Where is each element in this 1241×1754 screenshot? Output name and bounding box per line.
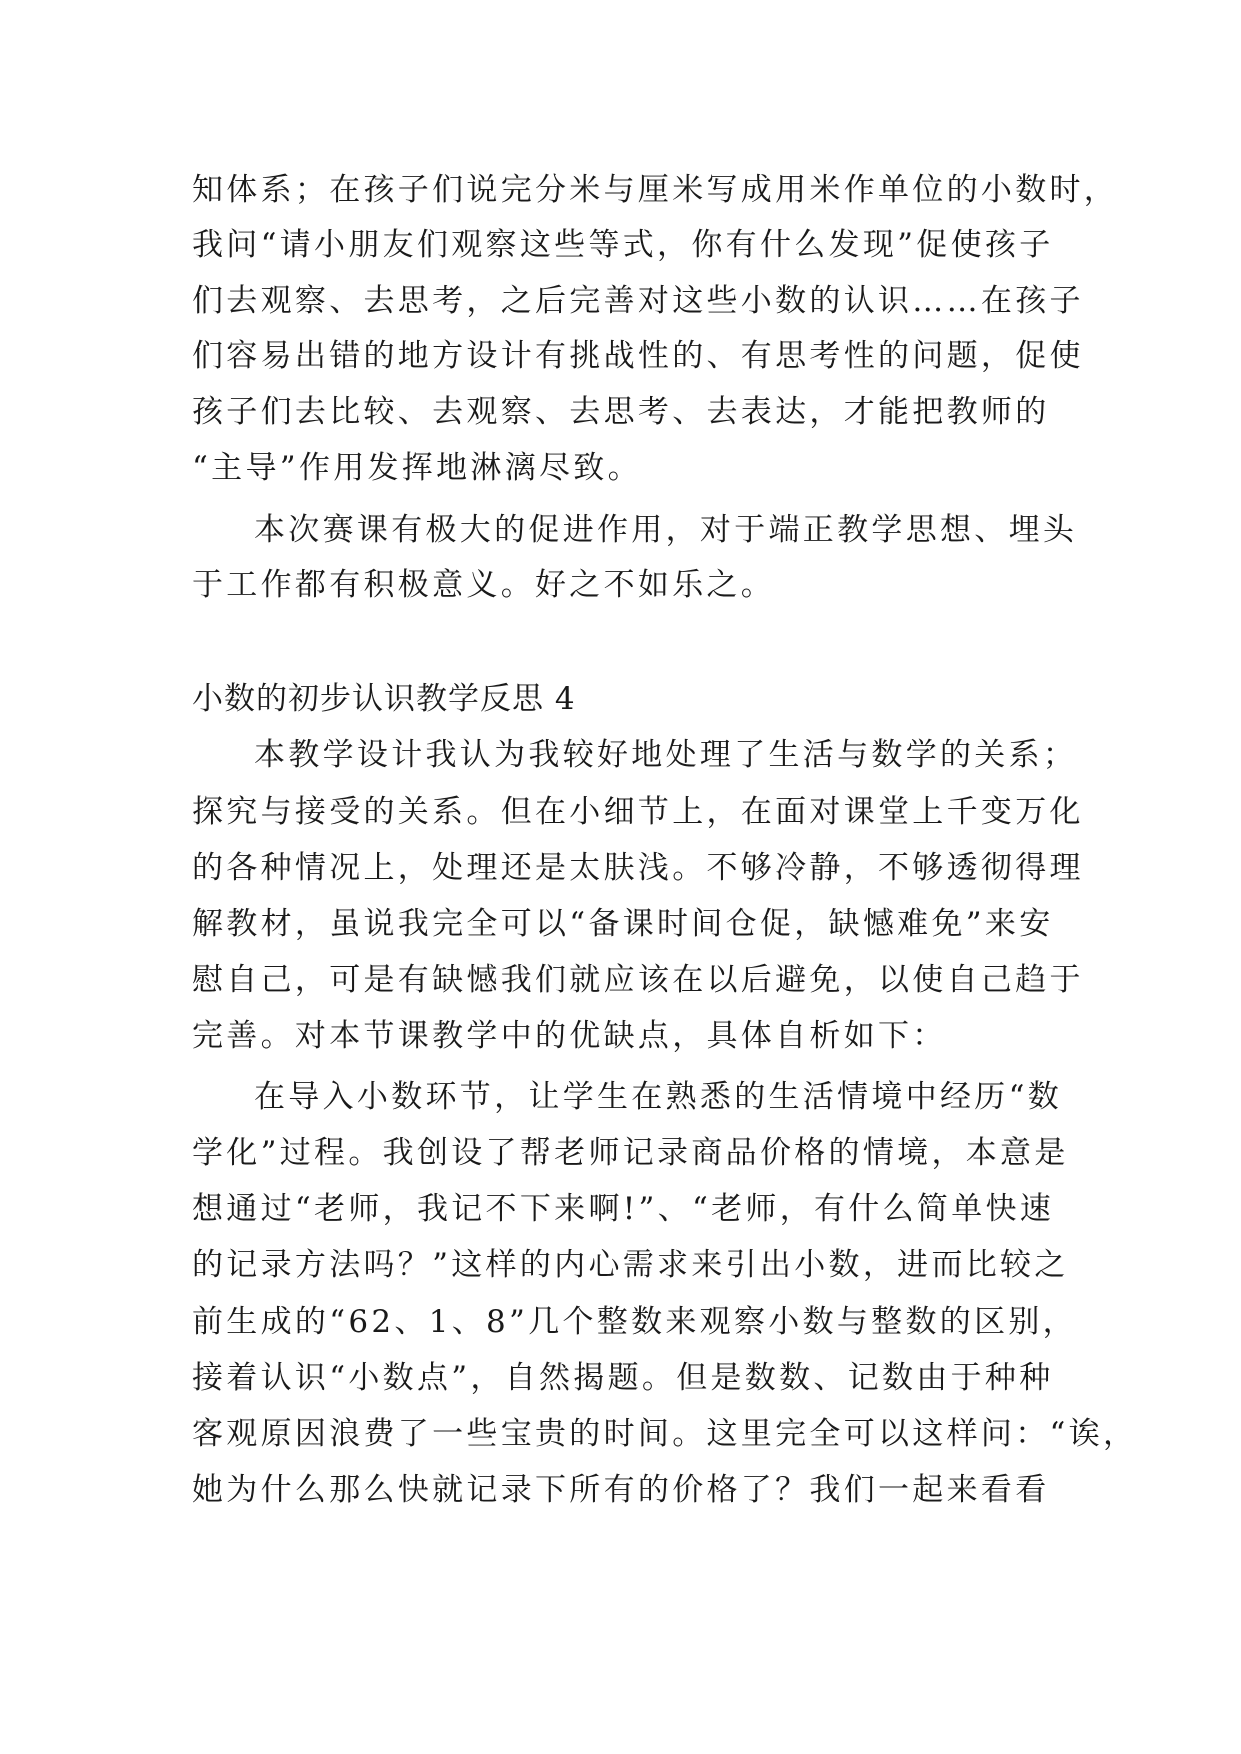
paragraph-line: 她为什么那么快就记录下所有的价格了？我们一起来看看 [192,1472,1050,1508]
paragraph-line: 本教学设计我认为我较好地处理了生活与数学的关系； [254,737,1078,773]
paragraph-line: 们容易出错的地方设计有挑战性的、有思考性的问题，促使 [192,338,1084,374]
paragraph-line: 完善。对本节课教学中的优缺点，具体自析如下： [192,1018,947,1054]
paragraph-line: 想通过“老师，我记不下来啊!”、“老师，有什么简单快速 [192,1191,1055,1227]
paragraph-line: 的记录方法吗？”这样的内心需求来引出小数，进而比较之 [192,1247,1069,1283]
paragraph-line: 们去观察、去思考，之后完善对这些小数的认识……在孩子 [192,283,1084,319]
paragraph-line: 于工作都有积极意义。好之不如乐之。 [192,567,776,603]
paragraph-line: 客观原因浪费了一些宝贵的时间。这里完全可以这样问：“诶， [192,1416,1138,1452]
paragraph-line: 学化”过程。我创设了帮老师记录商品价格的情境，本意是 [192,1135,1069,1171]
paragraph-line: 知体系；在孩子们说完分米与厘米写成用米作单位的小数时， [192,172,1119,208]
paragraph-line: 本次赛课有极大的促进作用，对于端正教学思想、埋头 [254,512,1078,548]
paragraph-line: 在导入小数环节，让学生在熟悉的生活情境中经历“数 [254,1079,1063,1115]
paragraph-line: 的各种情况上，处理还是太肤浅。不够冷静，不够透彻得理 [192,850,1084,886]
paragraph-line: 慰自己，可是有缺憾我们就应该在以后避免，以使自己趋于 [192,962,1084,998]
paragraph-line: 我问“请小朋友们观察这些等式，你有什么发现”促使孩子 [192,227,1054,263]
section-heading: 小数的初步认识教学反思 4 [192,681,576,717]
paragraph-line: 孩子们去比较、去观察、去思考、去表达，才能把教师的 [192,394,1050,430]
paragraph-line: 接着认识“小数点”，自然揭题。但是数数、记数由于种种 [192,1360,1054,1396]
paragraph-line: 前生成的“62、1、8”几个整数来观察小数与整数的区别， [192,1304,1077,1340]
paragraph-line: 探究与接受的关系。但在小细节上，在面对课堂上千变万化 [192,794,1084,830]
paragraph-line: 解教材，虽说我完全可以“备课时间仓促，缺憾难免”来安 [192,906,1054,942]
paragraph-line: “主导”作用发挥地淋漓尽致。 [192,450,642,486]
